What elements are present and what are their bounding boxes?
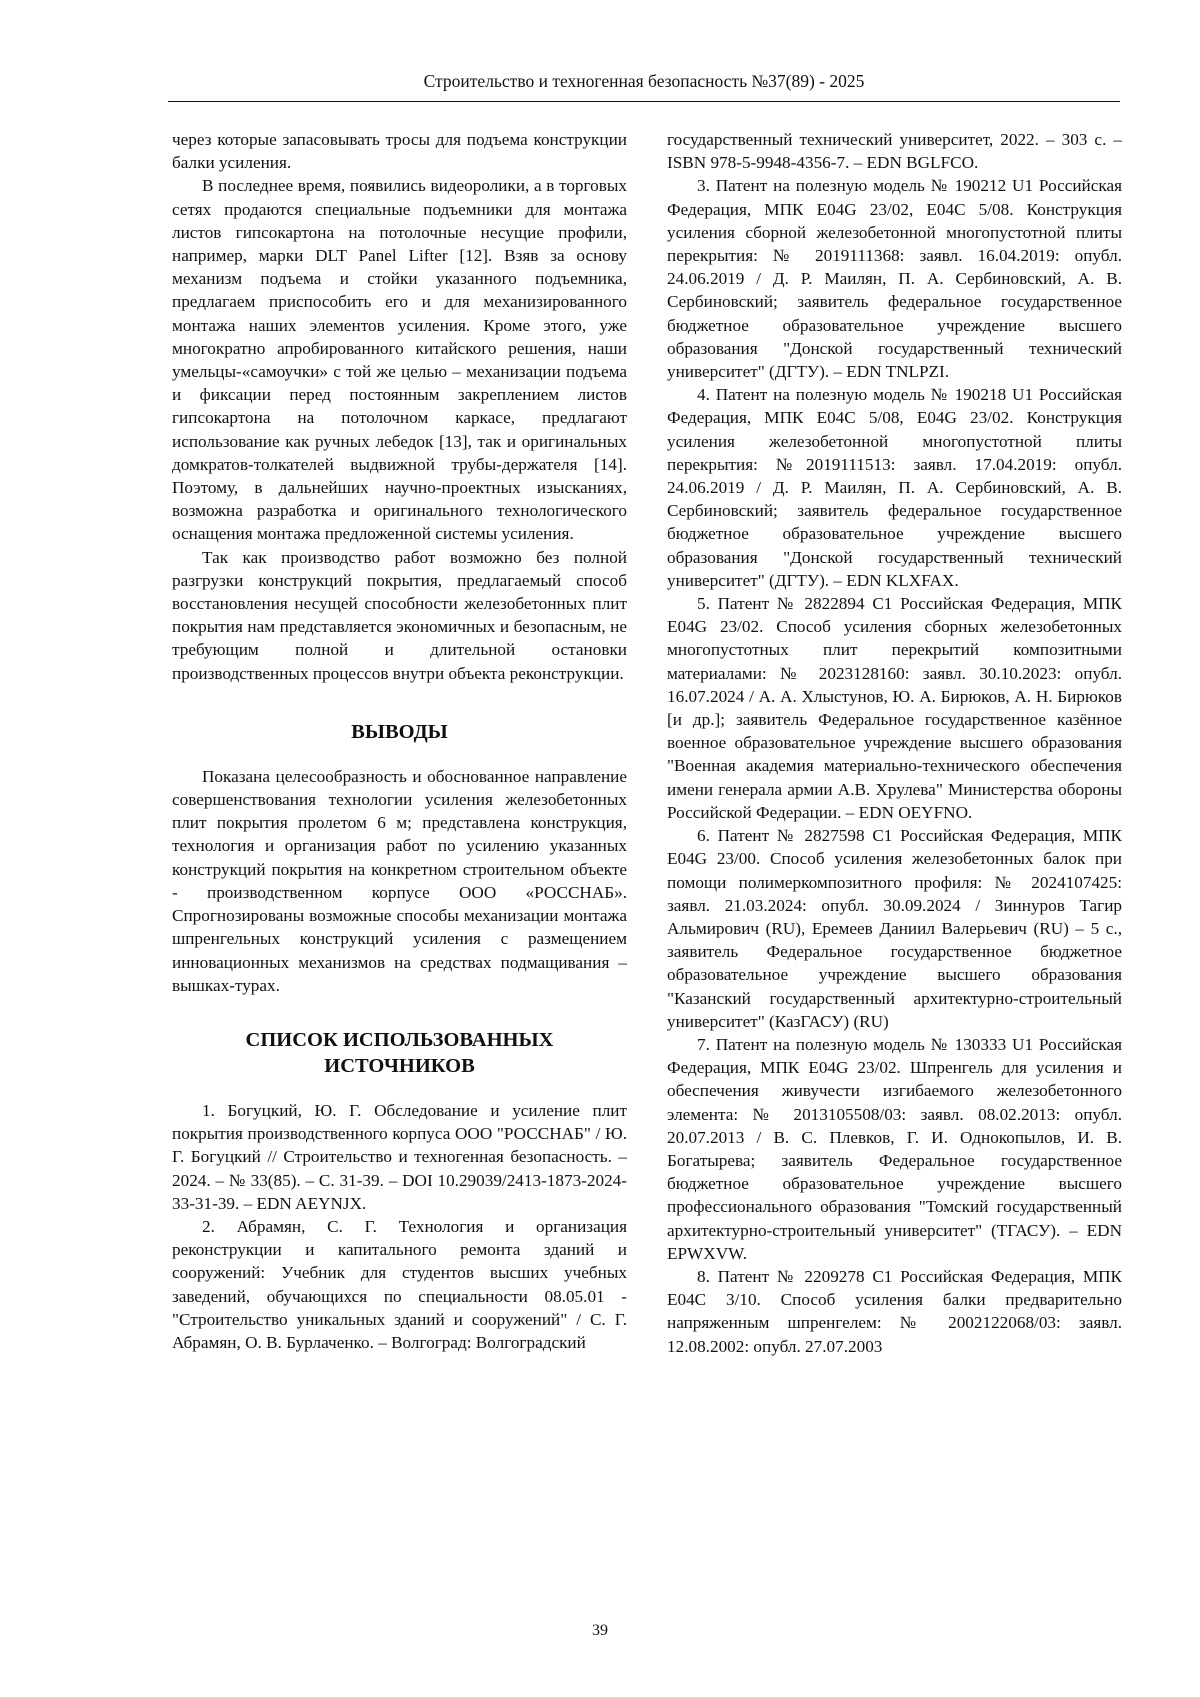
right-column (667, 128, 1122, 1358)
conclusions-heading: ВЫВОДЫ (351, 720, 448, 743)
header-divider (168, 101, 1120, 102)
body-paragraph: через которые запасовывать тросы для подъема конструкции балки усиления. (172, 130, 627, 173)
reference-continuation: государственный технический университет, 2022. – 303 с. – ISBN 978-5-9948-4356-7. – EDN BGLFCO. (667, 130, 1122, 173)
body-paragraph: Так как производство работ возможно без полной разгрузки конструкций покрытия, предлагаемый способ восстановления несущей способности железобетонных плит покрытия нам представляется экономичных и безопасным, не требующим полной и длительной остановки производственных процессов внутри объекта реконструкции. (172, 547, 627, 683)
reference-item: 4. Патент на полезную модель № 190218 U1 Российская Федерация, МПК E04C 5/08, E04G 23/02. Конструкция усиления железобетонной многопустотной плиты перекрытия: №2019111513: заявл. 17.04.2019: опубл. 24.06.2019 / Д. Р. Маилян, П. А. Сербиновский, А. В. Сербиновский; заявитель федеральное государственное бюджетное образовательное учреждение высшего образования "Донской государственный технический университет" (ДГТУ). – EDN KLXFAX. (667, 385, 1122, 590)
conclusions-paragraph: Показана целесообразность и обоснованное направление совершенствования технологии усиления железобетонных плит покрытия пролетом 6 м; представлена конструкция, технология и организация работ по усилению указанных конструкций покрытия на конкретном строительном объекте - производственном корпусе ООО «РОССНАБ». Спрогнозированы возможные способы механизации монтажа шпренгельных конструкций усиления с размещением инновационных механизмов на средствах подмащивания – вышках-турах. (172, 766, 627, 995)
page-number: 39 (592, 1622, 608, 1639)
body-paragraph: В последнее время, появились видеоролики, а в торговых сетях продаются специальные подъемники для монтажа листов гипсокартона на потолочные несущие профили, например, марки DLT Panel Lifter [12]. Взяв за основу механизм подъема и стойки указанного подъемника, предлагаем приспособить его и для механизированного монтажа наших элементов усиления. Кроме этого, уже многократно апробированного китайского решения, наши умельцы-«самоучки» с той же целью – механизации подъема и фиксации перед постоянным закреплением листов гипсокартона на потолочном каркасе, предлагают использование как ручных лебедок [13], так и оригинальных домкратов-толкателей выдвижной трубы-держателя [14]. Поэтому, в дальнейших научно-проектных изысканиях, возможна разработка и оригинального технологического оснащения монтажа предложенной системы усиления. (172, 176, 627, 544)
references-heading (172, 1027, 627, 1079)
running-header: Строительство и техногенная безопасность №37(89) - 2025 (423, 71, 865, 91)
reference-item: 2. Абрамян, С. Г. Технология и организация реконструкции и капитального ремонта зданий и сооружений: Учебник для студентов высших учебных заведений, обучающихся по специальности 08.05.01 - "Строительство уникальных зданий и сооружений" / С. Г. Абрамян, О. В. Бурлаченко. – Волгоград: Волгоградский (172, 1216, 627, 1352)
reference-item: 1. Богуцкий, Ю. Г. Обследование и усиление плит покрытия производственного корпуса ООО "РОССНАБ" / Ю. Г. Богуцкий // Строительство и техногенная безопасность. – 2024. – № 33(85). – С. 31-39. – DOI 10.29039/2413-1873-2024-33-31-39. – EDN AEYNJX. (172, 1100, 627, 1213)
references-heading-line1: СПИСОК ИСПОЛЬЗОВАННЫХ (245, 1028, 554, 1051)
reference-item: 6. Патент № 2827598 C1 Российская Федерация, МПК E04G 23/00. Способ усиления железобетонных балок при помощи полимеркомпозитного профиля: № 2024107425: заявл. 21.03.2024: опубл. 30.09.2024 / Зиннуров Тагир Альмирович (RU), Еремеев Даниил Валерьевич (RU) – 5 с., заявитель Федеральное государственное бюджетное образовательное учреждение высшего образования "Казанский государственный архитектурно-строительный университет" (КазГАСУ) (RU) (667, 826, 1122, 1031)
references-heading-line2: ИСТОЧНИКОВ (324, 1054, 475, 1077)
reference-item: 7. Патент на полезную модель № 130333 U1 Российская Федерация, МПК E04G 23/02. Шпренгель для усиления и обеспечения живучести изгибаемого железобетонного элемента: № 2013105508/03: заявл. 08.02.2013: опубл. 20.07.2013 / В. С. Плевков, Г. И. Однокопылов, И. В. Богатырева; заявитель Федеральное государственное бюджетное образовательное учреждение высшего профессионального образования "Томский государственный архитектурно-строительный университет" (ТГАСУ). – EDN EPWXVW. (667, 1034, 1122, 1263)
reference-item: 8. Патент № 2209278 C1 Российская Федерация, МПК E04C 3/10. Способ усиления балки предварительно напряженным шпренгелем: № 2002122068/03: заявл. 12.08.2002: опубл. 27.07.2003 (667, 1266, 1122, 1356)
left-column (172, 128, 627, 1354)
reference-item: 3. Патент на полезную модель № 190212 U1 Российская Федерация, МПК E04G 23/02, E04C 5/08. Конструкция усиления сборной железобетонной многопустотной плиты перекрытия: № 2019111368: заявл. 16.04.2019: опубл. 24.06.2019 / Д. Р. Маилян, П. А. Сербиновский, А. В. Сербиновский; заявитель федеральное государственное бюджетное образовательное учреждение высшего образования "Донской государственный технический университет" (ДГТУ). – EDN TNLPZI. (667, 176, 1122, 382)
reference-item: 5. Патент № 2822894 C1 Российская Федерация, МПК E04G 23/02. Способ усиления сборных железобетонных многопустотных плит перекрытий композитными материалами: № 2023128160: заявл. 30.10.2023: опубл. 16.07.2024 / А. А. Хлыстунов, Ю. А. Бирюков, А. Н. Бирюков [и др.]; заявитель Федеральное государственное казённое военное образовательное учреждение высшего образования "Военная академия материально-технического обеспечения имени генерала армии А.В. Хрулева" Министерства обороны Российской Федерации. – EDN OEYFNO. (667, 594, 1122, 822)
